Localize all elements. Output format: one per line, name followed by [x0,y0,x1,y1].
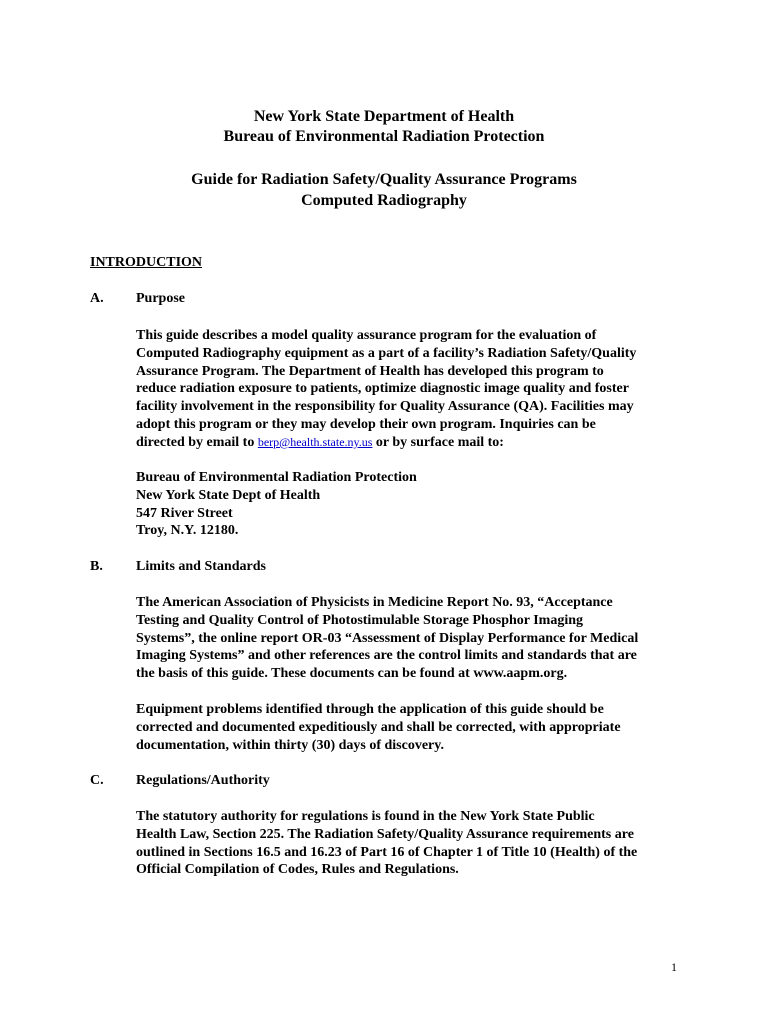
paragraph-line: This guide describes a model quality assurance program for the evaluation of [136,328,597,343]
paragraph-line: documentation, within thirty (30) days of discovery. [136,737,444,753]
section-c-paragraph-1 [136,808,681,879]
paragraph-line: Computed Radiography equipment as a part of a facility’s Radiation Safety/Quality [136,345,637,361]
paragraph-line: Health Law, Section 225. The Radiation Safety/Quality Assurance requirements are [136,826,634,842]
section-b-letter: B. [90,559,103,574]
paragraph-line: corrected and documented expeditiously and shall be corrected, with appropriate [136,719,621,735]
paragraph-line: Assurance Program. The Department of Health has developed this program to [136,363,604,379]
email-link[interactable]: berp@health.state.ny.us [257,434,373,449]
paragraph-line: Official Compilation of Codes, Rules and Regulations. [136,862,459,878]
email-suffix-text: or by surface mail to: [372,434,504,450]
section-c-title: Regulations/Authority [136,773,270,788]
paragraph-line: The American Association of Physicists in Medicine Report No. 93, “Acceptance [136,595,613,610]
section-b-paragraph-1 [136,594,681,683]
paragraph-line: Testing and Quality Control of Photostimulable Storage Phosphor Imaging [136,612,584,628]
email-prefix-text: directed by email to [136,434,258,450]
address-line: New York State Dept of Health [136,487,321,503]
header-bureau: Bureau of Environmental Radiation Protection [223,128,545,145]
paragraph-line: Imaging Systems” and other references are the control limits and standards that are [136,648,637,664]
paragraph-line: adopt this program or they may develop their own program. Inquiries can be [136,416,596,432]
address-line: Troy, N.Y. 12180. [136,523,239,539]
paragraph-line-with-email [136,434,681,452]
paragraph-line: Systems”, the online report OR-03 “Assessment of Display Performance for Medical [136,630,639,646]
paragraph-line: Equipment problems identified through the application of this guide should be [136,702,604,717]
header-guide-subtitle: Computed Radiography [301,192,467,209]
section-a-paragraph-1 [136,327,681,452]
section-c-letter: C. [90,773,104,788]
paragraph-line: facility involvement in the responsibility for Quality Assurance (QA). Facilities may [136,399,634,415]
paragraph-line: the basis of this guide. These documents can be found at www.aapm.org. [136,666,568,682]
paragraph-line: outlined in Sections 16.5 and 16.23 of Part 16 of Chapter 1 of Title 10 (Health) of the [136,844,638,860]
address-line: Bureau of Environmental Radiation Protection [136,470,417,485]
introduction-heading: INTRODUCTION [90,255,203,270]
section-a-letter: A. [90,291,104,306]
section-b-title: Limits and Standards [136,559,266,574]
paragraph-line: reduce radiation exposure to patients, optimize diagnostic image quality and foster [136,381,629,397]
page-number: 1 [671,960,677,974]
header-guide-title: Guide for Radiation Safety/Quality Assurance Programs [191,171,577,188]
mailing-address [136,469,681,540]
section-b-paragraph-2 [136,701,681,754]
address-line: 547 River Street [136,505,233,521]
section-a-title: Purpose [136,291,185,306]
header-department: New York State Department of Health [253,108,515,125]
paragraph-line: The statutory authority for regulations is found in the New York State Public [136,809,595,824]
